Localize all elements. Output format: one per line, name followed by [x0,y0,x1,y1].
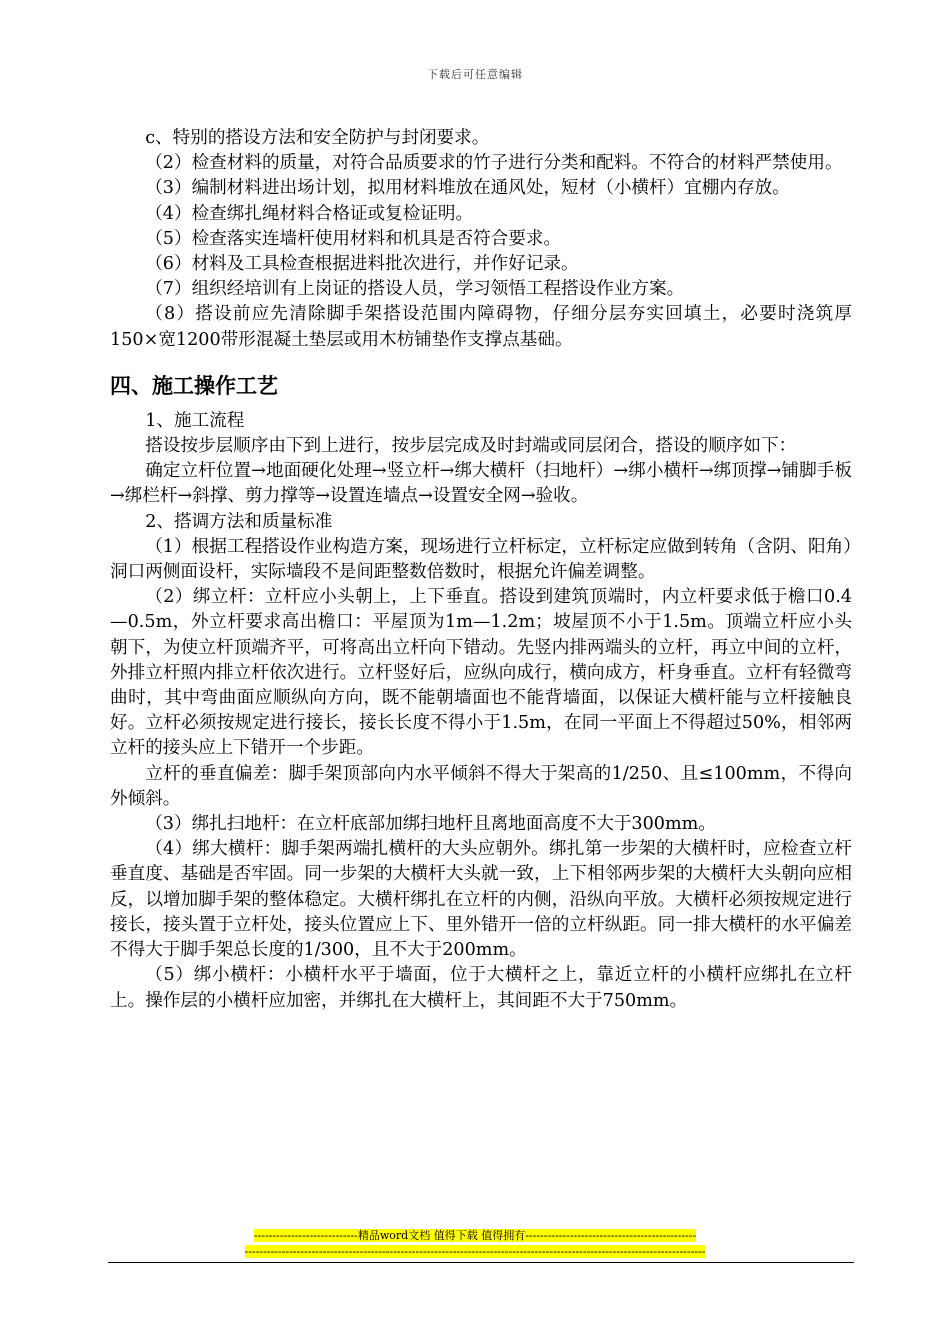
paragraph-pole-marking: （1）根据工程搭设作业构造方案，现场进行立杆标定，立杆标定应做到转角（含阴、阳角）洞口两侧面设杆，实际墙段不是间距整数倍数时，根据允许偏差调整。 [110,536,852,583]
footer-banner: ----------------------------精品word文档 值得下载 值得拥有---------------------------------------------- [253,1229,697,1242]
paragraph-method-title: 2、搭调方法和质量标准 [145,511,333,532]
paragraph-trained-personnel: （7）组织经培训有上岗证的搭设人员，学习领悟工程搭设作业方案。 [145,279,685,300]
paragraph-item-c: c、特别的搭设方法和安全防护与封闭要求。 [145,128,490,148]
paragraph-ledger: （4）绑大横杆：脚手架两端扎横杆的大头应朝外。绑扎第一步架的大横杆时，应检查立杆垂直度、基础是否牢固。同一步架的大横杆大头就一致，上下相邻两步架的大横杆大头朝向应相反，以增加脚手架的整体稳定。大横杆绑扎在立杆的内侧，沿纵向平放。大横杆必须按规定进行接长，接头置于立杆处，接头位置应上下、里外错开一倍的立杆纵距。同一排大横杆的水平偏差不得大于脚手架总长度的1/300，且不大于200mm。 [110,839,852,961]
paragraph-process-flow: 确定立杆位置→地面硬化处理→竖立杆→绑大横杆（扫地杆）→绑小横杆→绑顶撑→铺脚手板→绑栏杆→斜撑、剪力撑等→设置连墙点→设置安全网→验收。 [110,461,852,507]
footer-rule [108,1262,854,1263]
document-body [110,126,852,1014]
paragraph-vertical-deviation: 立杆的垂直偏差：脚手架顶部向内水平倾斜不得大于架高的1/250、且≤100mm，不得向外倾斜。 [110,763,852,809]
paragraph-check-material-quality: （2）检查材料的质量，对符合品质要求的竹子进行分类和配料。不符合的材料严禁使用。 [145,153,843,174]
paragraph-process-desc: 搭设按步层顺序由下到上进行，按步层完成及时封端或同层闭合，搭设的顺序如下： [145,436,797,457]
paragraph-sweep-pole: （3）绑扎扫地杆：在立杆底部加绑扫地杆且离地面高度不大于300mm。 [145,814,716,835]
footer-dashes: ---------------------------------------------------------------------------------------------------------------------------- [244,1245,706,1258]
paragraph-process-title: 1、施工流程 [145,410,245,431]
paragraph-material-plan: （3）编制材料进出场计划，拟用材料堆放在通风处，短材（小横杆）宜棚内存放。 [145,178,790,199]
paragraph-vertical-pole: （2）绑立杆：立杆应小头朝上，上下垂直。搭设到建筑顶端时，内立杆要求低于檐口0.4—0.5m，外立杆要求高出檐口：平屋顶为1m—1.2m；坡屋顶不小于1.5m。顶端立杆应小头朝下，为使立杆顶端齐平，可将高出立杆向下错动。先竖内排两端头的立杆，再立中间的立杆，外排立杆照内排立杆依次进行。立杆竖好后，应纵向成行，横向成方，杆身垂直。立杆有轻微弯曲时，其中弯曲面应顺纵向方向，既不能朝墙面也不能背墙面，以保证大横杆能与立杆接触良好。立杆必须按规定进行接长，接长长度不得小于1.5m，在同一平面上不得超过50%，相邻两立杆的接头应上下错开一个步距。 [110,587,852,759]
paragraph-transom: （5）绑小横杆：小横杆水平于墙面，位于大横杆之上，靠近立杆的小横杆应绑扎在立杆上。操作层的小横杆应加密，并绑扎在大横杆上，其间距不大于750mm。 [110,965,852,1011]
page-header: 下载后可任意编辑 [427,68,523,81]
paragraph-rope-certificate: （4）检查绑扎绳材料合格证或复检证明。 [145,203,474,224]
page-footer [0,1228,950,1260]
paragraph-wall-tie-check: （5）检查落实连墙杆使用材料和机具是否符合要求。 [145,228,562,249]
paragraph-batch-inspection: （6）材料及工具检查根据进料批次进行，并作好记录。 [145,254,579,275]
section-heading: 四、施工操作工艺 [110,373,278,398]
paragraph-site-clearing: （8）搭设前应先清除脚手架搭设范围内障碍物，仔细分层夯实回填土，必要时浇筑厚150×宽1200带形混凝土垫层或用木枋铺垫作支撑点基础。 [110,304,852,350]
